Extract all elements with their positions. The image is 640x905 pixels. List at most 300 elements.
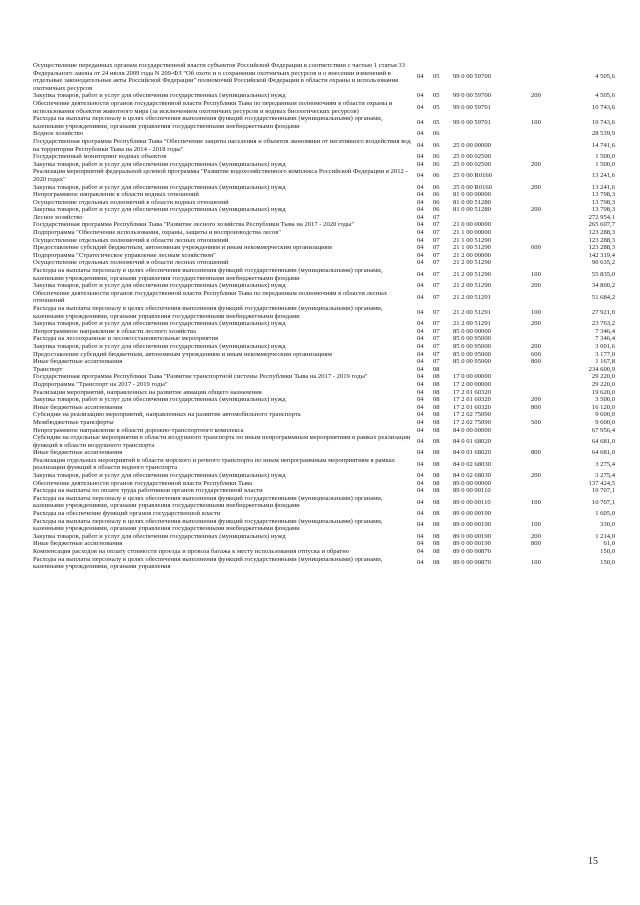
subsection-code-cell: 07 (433, 229, 440, 237)
table-row (33, 449, 615, 457)
target-article-cell: 17 2 02 75090 (453, 418, 491, 426)
section-code-cell: 04 (417, 130, 424, 138)
expense-type-cell: 100 (531, 270, 541, 278)
section-code-cell: 04 (417, 320, 424, 328)
target-article-cell (449, 130, 531, 138)
expense-type-cell (531, 214, 561, 222)
expense-type-cell (531, 153, 561, 161)
target-article-cell: 21 2 00 51290 (453, 270, 491, 278)
expense-name-cell: Иные бюджетные ассигнования (33, 449, 123, 457)
expense-type-cell: 800 (531, 403, 541, 411)
subsection-code-cell: 07 (433, 293, 440, 301)
table-row (33, 92, 615, 100)
target-article-cell: 85 0 00 95000 (453, 342, 491, 350)
expense-type-cell: 100 (531, 521, 541, 529)
expense-name-cell: Непрограммное направление в области лесного хозяйства (33, 327, 196, 335)
subsection-code-cell: 06 (433, 191, 440, 199)
subsection-code-cell: 08 (433, 373, 440, 381)
target-article-cell: 25 0 00 R0160 (453, 172, 493, 180)
amount-cell: 272 954,1 (588, 213, 615, 221)
target-article-cell: 89 0 00 00190 (453, 521, 491, 529)
expense-name-cell: Закупка товаров, работ и услуг для обеспечения государственных (муниципальных) нужд (33, 396, 286, 404)
expense-name-cell: Подпрограмма "Обеспечение использования, охраны, защиты и воспроизводства лесов" (33, 229, 281, 237)
table-row (33, 556, 615, 571)
table-row (33, 229, 615, 237)
amount-cell: 34 800,2 (591, 282, 615, 290)
amount-cell: 7 346,4 (595, 335, 615, 343)
amount-cell: 9 600,0 (595, 418, 615, 426)
amount-cell: 123 288,3 (588, 236, 615, 244)
target-article-cell: 17 2 01 60320 (453, 388, 491, 396)
expense-name-cell: Предоставление субсидий бюджетным, автономным учреждениям и иным некоммерческим организациям (33, 350, 332, 358)
amount-cell: 19 620,0 (591, 388, 615, 396)
section-code-cell: 04 (417, 411, 424, 419)
table-row (33, 540, 615, 548)
target-article-cell: 84 0 02 68030 (453, 460, 491, 468)
section-code-cell: 04 (417, 206, 424, 214)
expense-type-cell (531, 168, 561, 183)
expense-name-cell: Закупка товаров, работ и услуг для обеспечения государственных (муниципальных) нужд (33, 342, 286, 350)
expense-type-cell: 800 (531, 540, 541, 548)
section-code-cell: 04 (417, 141, 424, 149)
expense-type-cell: 800 (531, 449, 541, 457)
target-article-cell: 85 0 00 95000 (453, 350, 491, 358)
expense-type-cell: 200 (531, 183, 541, 191)
subsection-code-cell: 08 (433, 380, 440, 388)
expense-type-cell (531, 290, 561, 305)
expense-name-cell: Государственная программа Республики Тыва "Развитие транспортной системы Республики Тыва на 2017 - 2019 годы" (33, 373, 368, 381)
amount-cell: 150,0 (600, 548, 615, 555)
expense-name-cell: Расходы на выплаты персоналу в целях обеспечения выполнения функций государственными (муниципальными) органами, казенными учреждениями, органами управления государственными внебюджетными фондами (33, 494, 383, 510)
expense-name-cell: Осуществление переданных органам государственной власти субъектов Российской Федерации в соответствии с частью 1 статьи 33 Федерального закона от 24 июля 2009 года N 209-ФЗ "Об охоте и о сохранении охотничьих ресурсов и о внесении изменений в отдельные законодательные акты Российской Федерации" полномочий Российской Федерации в области охраны и использования охотничьих ресурсов (33, 62, 406, 92)
section-code-cell: 04 (417, 487, 424, 495)
section-code-cell: 04 (417, 160, 424, 168)
subsection-code-cell: 07 (433, 308, 440, 316)
target-article-cell: 85 0 00 95000 (453, 335, 491, 343)
amount-cell: 150,0 (600, 559, 615, 567)
expense-name-cell: Закупка товаров, работ и услуг для обеспечения государственных (муниципальных) нужд (33, 183, 286, 191)
section-code-cell: 04 (417, 282, 424, 290)
amount-cell: 55 835,0 (591, 270, 615, 278)
expense-name-cell: Закупка товаров, работ и услуг для обеспечения государственных (муниципальных) нужд (33, 532, 286, 540)
table-row (33, 221, 615, 229)
section-code-cell: 04 (417, 472, 424, 480)
section-code-cell: 04 (417, 259, 424, 267)
amount-cell: 28 539,9 (591, 130, 615, 138)
expense-type-cell (531, 457, 561, 472)
table-row (33, 244, 615, 252)
target-article-cell: 81 0 00 51280 (453, 198, 491, 206)
target-article-cell: 17 2 00 00000 (453, 380, 491, 388)
target-article-cell: 21 2 00 51290 (453, 259, 491, 267)
section-code-cell: 04 (417, 73, 424, 81)
subsection-code-cell: 06 (433, 183, 440, 191)
section-code-cell: 04 (417, 183, 424, 191)
amount-cell: 13 241,6 (591, 172, 615, 180)
expense-name-cell: Осуществление отдельных полномочий в области лесных отношений (33, 236, 229, 244)
amount-cell: 29 220,0 (591, 373, 615, 381)
table-row (33, 389, 615, 397)
expense-type-cell (531, 138, 561, 153)
target-article-cell: 89 0 00 00870 (453, 559, 491, 567)
target-article-cell: 17 2 01 60320 (453, 396, 491, 404)
subsection-code-cell: 07 (433, 244, 440, 252)
target-article-cell: 84 0 02 68030 (453, 472, 491, 480)
amount-cell: 137 424,5 (588, 479, 615, 487)
budget-table (33, 62, 615, 571)
section-code-cell: 04 (417, 118, 424, 126)
target-article-cell: 84 0 01 68020 (453, 437, 491, 445)
expense-type-cell (531, 427, 561, 435)
subsection-code-cell: 08 (433, 510, 440, 518)
target-article-cell: 21 1 00 51290 (453, 244, 491, 252)
expense-type-cell (531, 259, 561, 267)
expense-type-cell (531, 411, 561, 419)
section-code-cell: 04 (417, 172, 424, 180)
amount-cell: 1 500,0 (595, 153, 615, 161)
expense-type-cell (531, 100, 561, 115)
target-article-cell: 17 2 01 60320 (453, 403, 491, 411)
expense-name-cell: Транспорт (33, 365, 63, 373)
amount-cell: 4 505,6 (595, 92, 615, 100)
expense-type-cell: 600 (531, 244, 541, 252)
expense-type-cell: 200 (531, 206, 541, 214)
subsection-code-cell: 05 (433, 103, 440, 111)
section-code-cell: 04 (417, 437, 424, 445)
table-row (33, 130, 615, 138)
subsection-code-cell: 06 (433, 153, 440, 161)
table-row (33, 206, 615, 214)
table-row (33, 358, 615, 366)
amount-cell: 142 319,4 (588, 251, 615, 259)
section-code-cell: 04 (417, 479, 424, 487)
expense-name-cell: Лесное хозяйство (33, 213, 83, 221)
amount-cell: 23 763,2 (591, 320, 615, 328)
section-code-cell: 04 (417, 103, 424, 111)
expense-type-cell: 800 (531, 358, 541, 366)
amount-cell: 16 120,0 (591, 403, 615, 411)
amount-cell: 1 605,0 (595, 510, 615, 518)
table-row (33, 411, 615, 419)
amount-cell: 1 167,8 (595, 358, 615, 366)
amount-cell: 90 635,2 (591, 259, 615, 267)
target-article-cell: 21 2 00 51291 (453, 320, 491, 328)
amount-cell: 265 607,7 (588, 221, 615, 229)
expense-name-cell: Государственная программа Республики Тыва "Обеспечение защиты населения и объектов экономики от негативного воздействия вод на территории Республики Тыва на 2014 - 2018 годы" (33, 137, 411, 153)
expense-name-cell: Реализация мероприятий федеральной целевой программы "Развитие водохозяйственного комплекса Российской Федерации в 2012 - 2020 годах" (33, 168, 408, 183)
expense-name-cell: Подпрограмма "Транспорт на 2017 - 2019 годы" (33, 380, 168, 388)
expense-name-cell: Расходы на выплаты персоналу в целях обеспечения выполнения функций государственными (муниципальными) органами, казенными учреждениями, органами управления государственными внебюджетными фондами (33, 305, 383, 320)
target-article-cell: 17 2 02 75090 (453, 411, 491, 419)
expense-type-cell (531, 389, 561, 397)
expense-name-cell: Обеспечение деятельности органов государственной власти Республики Тыва по переданным полномочиям в области охраны и использования объектов животного мира (за исключением охотничьих ресурсов и водных биологических ресурсов) (33, 99, 393, 115)
target-article-cell (449, 214, 531, 222)
section-code-cell: 04 (417, 532, 424, 540)
section-code-cell: 04 (417, 213, 424, 221)
target-article-cell: 89 0 00 00110 (453, 498, 491, 506)
section-code-cell: 04 (417, 244, 424, 252)
expense-name-cell: Государственная программа Республики Тыва "Развитие лесного хозяйства Республики Тыва на 2017 - 2020 годы" (33, 221, 355, 229)
subsection-code-cell: 08 (433, 532, 440, 540)
expense-name-cell: Закупка товаров, работ и услуг для обеспечения государственных (муниципальных) нужд (33, 282, 286, 290)
subsection-code-cell: 08 (433, 498, 440, 506)
page-number: 15 (588, 856, 598, 867)
target-article-cell: 89 0 00 00190 (453, 532, 491, 540)
expense-name-cell: Субсидии на отдельные мероприятия в области воздушного транспорта по иным непрограммным мероприятиям в рамках реализации функций в области воздушного транспорта (33, 434, 411, 449)
expense-type-cell (531, 221, 561, 229)
table-row (33, 381, 615, 389)
expense-name-cell: Иные бюджетные ассигнования (33, 540, 123, 548)
expense-type-cell (531, 191, 561, 199)
expense-name-cell: Обеспечение деятельности органов государственной власти Республики Тыва по переданным полномочиям в области лесных отношений (33, 289, 388, 305)
amount-cell: 13 798,3 (591, 206, 615, 214)
amount-cell: 64 681,0 (591, 437, 615, 445)
target-article-cell: 25 0 00 02500 (453, 153, 491, 161)
section-code-cell: 04 (417, 388, 424, 396)
subsection-code-cell: 08 (433, 437, 440, 445)
target-article-cell: 99 0 00 59701 (453, 103, 491, 111)
target-article-cell: 89 0 00 00870 (453, 548, 491, 555)
amount-cell: 1 500,0 (595, 160, 615, 168)
amount-cell: 10 743,6 (591, 103, 615, 111)
table-row (33, 343, 615, 351)
section-code-cell: 04 (417, 229, 424, 237)
expense-name-cell: Закупка товаров, работ и услуг для обеспечения государственных (муниципальных) нужд (33, 92, 286, 100)
section-code-cell: 04 (417, 350, 424, 358)
expense-type-cell (531, 130, 561, 138)
amount-cell: 3 001,6 (595, 342, 615, 350)
target-article-cell: 25 0 00 00000 (453, 141, 491, 149)
target-article-cell: 81 0 00 00000 (453, 191, 491, 199)
amount-cell: 61,0 (603, 540, 615, 548)
subsection-code-cell: 07 (433, 259, 440, 267)
table-row (33, 335, 615, 343)
amount-cell: 13 241,6 (591, 183, 615, 191)
target-article-cell: 84 0 01 68020 (453, 449, 491, 457)
expense-type-cell: 200 (531, 472, 541, 480)
target-article-cell: 25 0 00 R0160 (453, 183, 493, 191)
table-row (33, 533, 615, 541)
amount-cell: 234 600,9 (588, 365, 615, 373)
subsection-code-cell: 08 (433, 559, 440, 567)
target-article-cell: 99 0 00 59700 (453, 73, 491, 81)
amount-cell: 123 288,3 (588, 244, 615, 252)
expense-name-cell: Непрограммное направление в области водных отношений (33, 191, 199, 199)
table-row (33, 419, 615, 427)
amount-cell: 10 707,1 (591, 498, 615, 506)
expense-name-cell: Расходы на выплаты персоналу в целях обеспечения выполнения функций государственными (муниципальными) органами, казенными учреждениями, органами управления (33, 555, 383, 571)
expense-type-cell (531, 480, 561, 488)
subsection-code-cell: 08 (433, 449, 440, 457)
subsection-code-cell: 07 (433, 350, 440, 358)
expense-name-cell: Закупка товаров, работ и услуг для обеспечения государственных (муниципальных) нужд (33, 160, 286, 168)
subsection-code-cell: 08 (433, 388, 440, 396)
expense-type-cell: 200 (531, 396, 541, 404)
table-row (33, 267, 615, 282)
expense-type-cell (531, 510, 561, 518)
amount-cell: 13 798,3 (591, 198, 615, 206)
amount-cell: 3 275,4 (595, 472, 615, 480)
expense-type-cell (531, 434, 561, 449)
subsection-code-cell: 07 (433, 251, 440, 259)
amount-cell: 3 500,0 (595, 396, 615, 404)
amount-cell: 1 214,0 (595, 532, 615, 540)
section-code-cell: 04 (417, 426, 424, 434)
subsection-code-cell: 07 (433, 358, 440, 366)
section-code-cell: 04 (417, 498, 424, 506)
expense-name-cell: Межбюджетные трансферты (33, 418, 114, 426)
amount-cell: 64 681,0 (591, 449, 615, 457)
table-row (33, 373, 615, 381)
table-row (33, 290, 615, 305)
expense-type-cell: 200 (531, 342, 541, 350)
subsection-code-cell: 07 (433, 320, 440, 328)
section-code-cell: 04 (417, 308, 424, 316)
section-code-cell: 04 (417, 358, 424, 366)
target-article-cell: 21 2 00 51291 (453, 293, 491, 301)
expense-type-cell (531, 237, 561, 245)
table-row (33, 320, 615, 328)
table-row (33, 214, 615, 222)
amount-cell: 7 346,4 (595, 327, 615, 335)
expense-name-cell: Иные бюджетные ассигнования (33, 358, 123, 366)
expense-type-cell: 200 (531, 532, 541, 540)
table-row (33, 161, 615, 169)
expense-name-cell: Расходы на выплаты персоналу в целях обеспечения выполнения функций государственными (муниципальными) органами, казенными учреждениями, органами управления государственными внебюджетными фондами (33, 267, 383, 282)
section-code-cell: 04 (417, 449, 424, 457)
subsection-code-cell: 07 (433, 282, 440, 290)
expense-type-cell (531, 62, 561, 92)
section-code-cell: 04 (417, 270, 424, 278)
subsection-code-cell: 08 (433, 521, 440, 529)
target-article-cell: 84 0 00 00000 (453, 426, 491, 434)
table-row (33, 259, 615, 267)
expense-name-cell: Предоставление субсидий бюджетным, автономным учреждениям и иным некоммерческим организациям (33, 244, 332, 252)
amount-cell: 51 684,2 (591, 293, 615, 301)
section-code-cell: 04 (417, 460, 424, 468)
expense-type-cell: 100 (531, 308, 541, 316)
expense-type-cell (531, 199, 561, 207)
section-code-cell: 04 (417, 191, 424, 199)
subsection-code-cell: 08 (433, 365, 440, 373)
subsection-code-cell: 06 (433, 130, 440, 138)
expense-name-cell: Расходы на выплаты персоналу в целях обеспечения выполнения функций государственными (муниципальными) органами, казенными учреждениями, органами управления государственными внебюджетными фондами (33, 517, 383, 533)
subsection-code-cell: 08 (433, 487, 440, 495)
target-article-cell: 21 1 00 51290 (453, 236, 491, 244)
table-row (33, 434, 615, 449)
section-code-cell: 04 (417, 418, 424, 426)
table-row (33, 237, 615, 245)
subsection-code-cell: 05 (433, 73, 440, 81)
subsection-code-cell: 07 (433, 327, 440, 335)
subsection-code-cell: 06 (433, 141, 440, 149)
subsection-code-cell: 07 (433, 270, 440, 278)
expense-name-cell: Закупка товаров, работ и услуг для обеспечения государственных (муниципальных) нужд (33, 206, 286, 214)
table-row (33, 184, 615, 192)
table-row (33, 191, 615, 199)
table-row (33, 396, 615, 404)
table-row (33, 495, 615, 510)
expense-name-cell: Расходы на лесоохранные и лесовосстановительные мероприятия (33, 335, 219, 343)
subsection-code-cell: 06 (433, 160, 440, 168)
expense-type-cell (531, 381, 561, 389)
expense-type-cell: 100 (531, 498, 541, 506)
expense-type-cell: 200 (531, 282, 541, 290)
subsection-code-cell: 07 (433, 335, 440, 343)
expense-name-cell: Реализация отдельных мероприятий в области морского и речного транспорта по иным непрограммным мероприятиям в рамках реализации функций в области водного транспорта (33, 456, 395, 472)
table-row (33, 282, 615, 290)
target-article-cell: 89 0 00 00190 (453, 510, 491, 518)
target-article-cell: 99 0 00 59700 (453, 92, 491, 100)
section-code-cell: 04 (417, 403, 424, 411)
target-article-cell: 21 0 00 00000 (453, 221, 491, 229)
expense-name-cell: Водное хозяйство (33, 130, 84, 138)
section-code-cell: 04 (417, 380, 424, 388)
expense-type-cell: 100 (531, 118, 541, 126)
expense-type-cell: 600 (531, 350, 541, 358)
expense-name-cell: Расходы на выплаты персоналу в целях обеспечения выполнения функций государственными (муниципальными) органами, казенными учреждениями, органами управления государственными внебюджетными фондами (33, 115, 383, 130)
amount-cell: 330,0 (600, 521, 615, 529)
expense-type-cell: 200 (531, 92, 541, 100)
target-article-cell: 21 2 00 51291 (453, 308, 491, 316)
subsection-code-cell: 05 (433, 118, 440, 126)
subsection-code-cell: 08 (433, 540, 440, 548)
amount-cell: 10 707,1 (591, 487, 615, 495)
target-article-cell: 89 0 00 00190 (453, 540, 491, 548)
section-code-cell: 04 (417, 293, 424, 301)
target-article-cell: 81 0 00 51280 (453, 206, 491, 214)
section-code-cell: 04 (417, 251, 424, 259)
expense-type-cell: 500 (531, 418, 541, 426)
subsection-code-cell: 07 (433, 213, 440, 221)
amount-cell: 10 743,6 (591, 118, 615, 126)
table-row (33, 115, 615, 130)
table-row (33, 351, 615, 359)
subsection-code-cell: 08 (433, 479, 440, 487)
section-code-cell: 04 (417, 236, 424, 244)
section-code-cell: 04 (417, 198, 424, 206)
table-row (33, 472, 615, 480)
expense-name-cell: Непрограммное направление в области дорожно-транспортного комплекса (33, 426, 244, 434)
expense-name-cell: Государственный мониторинг водных объектов (33, 153, 167, 161)
subsection-code-cell: 08 (433, 426, 440, 434)
section-code-cell: 04 (417, 559, 424, 567)
expense-name-cell: Компенсация расходов на оплату стоимости проезда и провоза багажа к месту использования отпуска и обратно (33, 548, 350, 555)
target-article-cell (449, 366, 531, 374)
table-row (33, 199, 615, 207)
expense-type-cell (531, 335, 561, 343)
table-row (33, 100, 615, 115)
amount-cell: 3 177,0 (595, 350, 615, 358)
table-row (33, 427, 615, 435)
amount-cell: 123 288,3 (588, 229, 615, 237)
table-row (33, 404, 615, 412)
subsection-code-cell: 07 (433, 342, 440, 350)
expense-name-cell: Подпрограмма "Стратегическое управление лесным хозяйством" (33, 251, 216, 259)
section-code-cell: 04 (417, 365, 424, 373)
target-article-cell: 99 0 00 59701 (453, 118, 491, 126)
target-article-cell: 89 0 00 00000 (453, 479, 491, 487)
table-row (33, 62, 615, 92)
subsection-code-cell: 08 (433, 396, 440, 404)
subsection-code-cell: 06 (433, 198, 440, 206)
expense-name-cell: Закупка товаров, работ и услуг для обеспечения государственных (муниципальных) нужд (33, 472, 286, 480)
target-article-cell: 85 0 00 00000 (453, 327, 491, 335)
expense-type-cell (531, 252, 561, 260)
section-code-cell: 04 (417, 540, 424, 548)
expense-type-cell: 200 (531, 160, 541, 168)
subsection-code-cell: 08 (433, 403, 440, 411)
